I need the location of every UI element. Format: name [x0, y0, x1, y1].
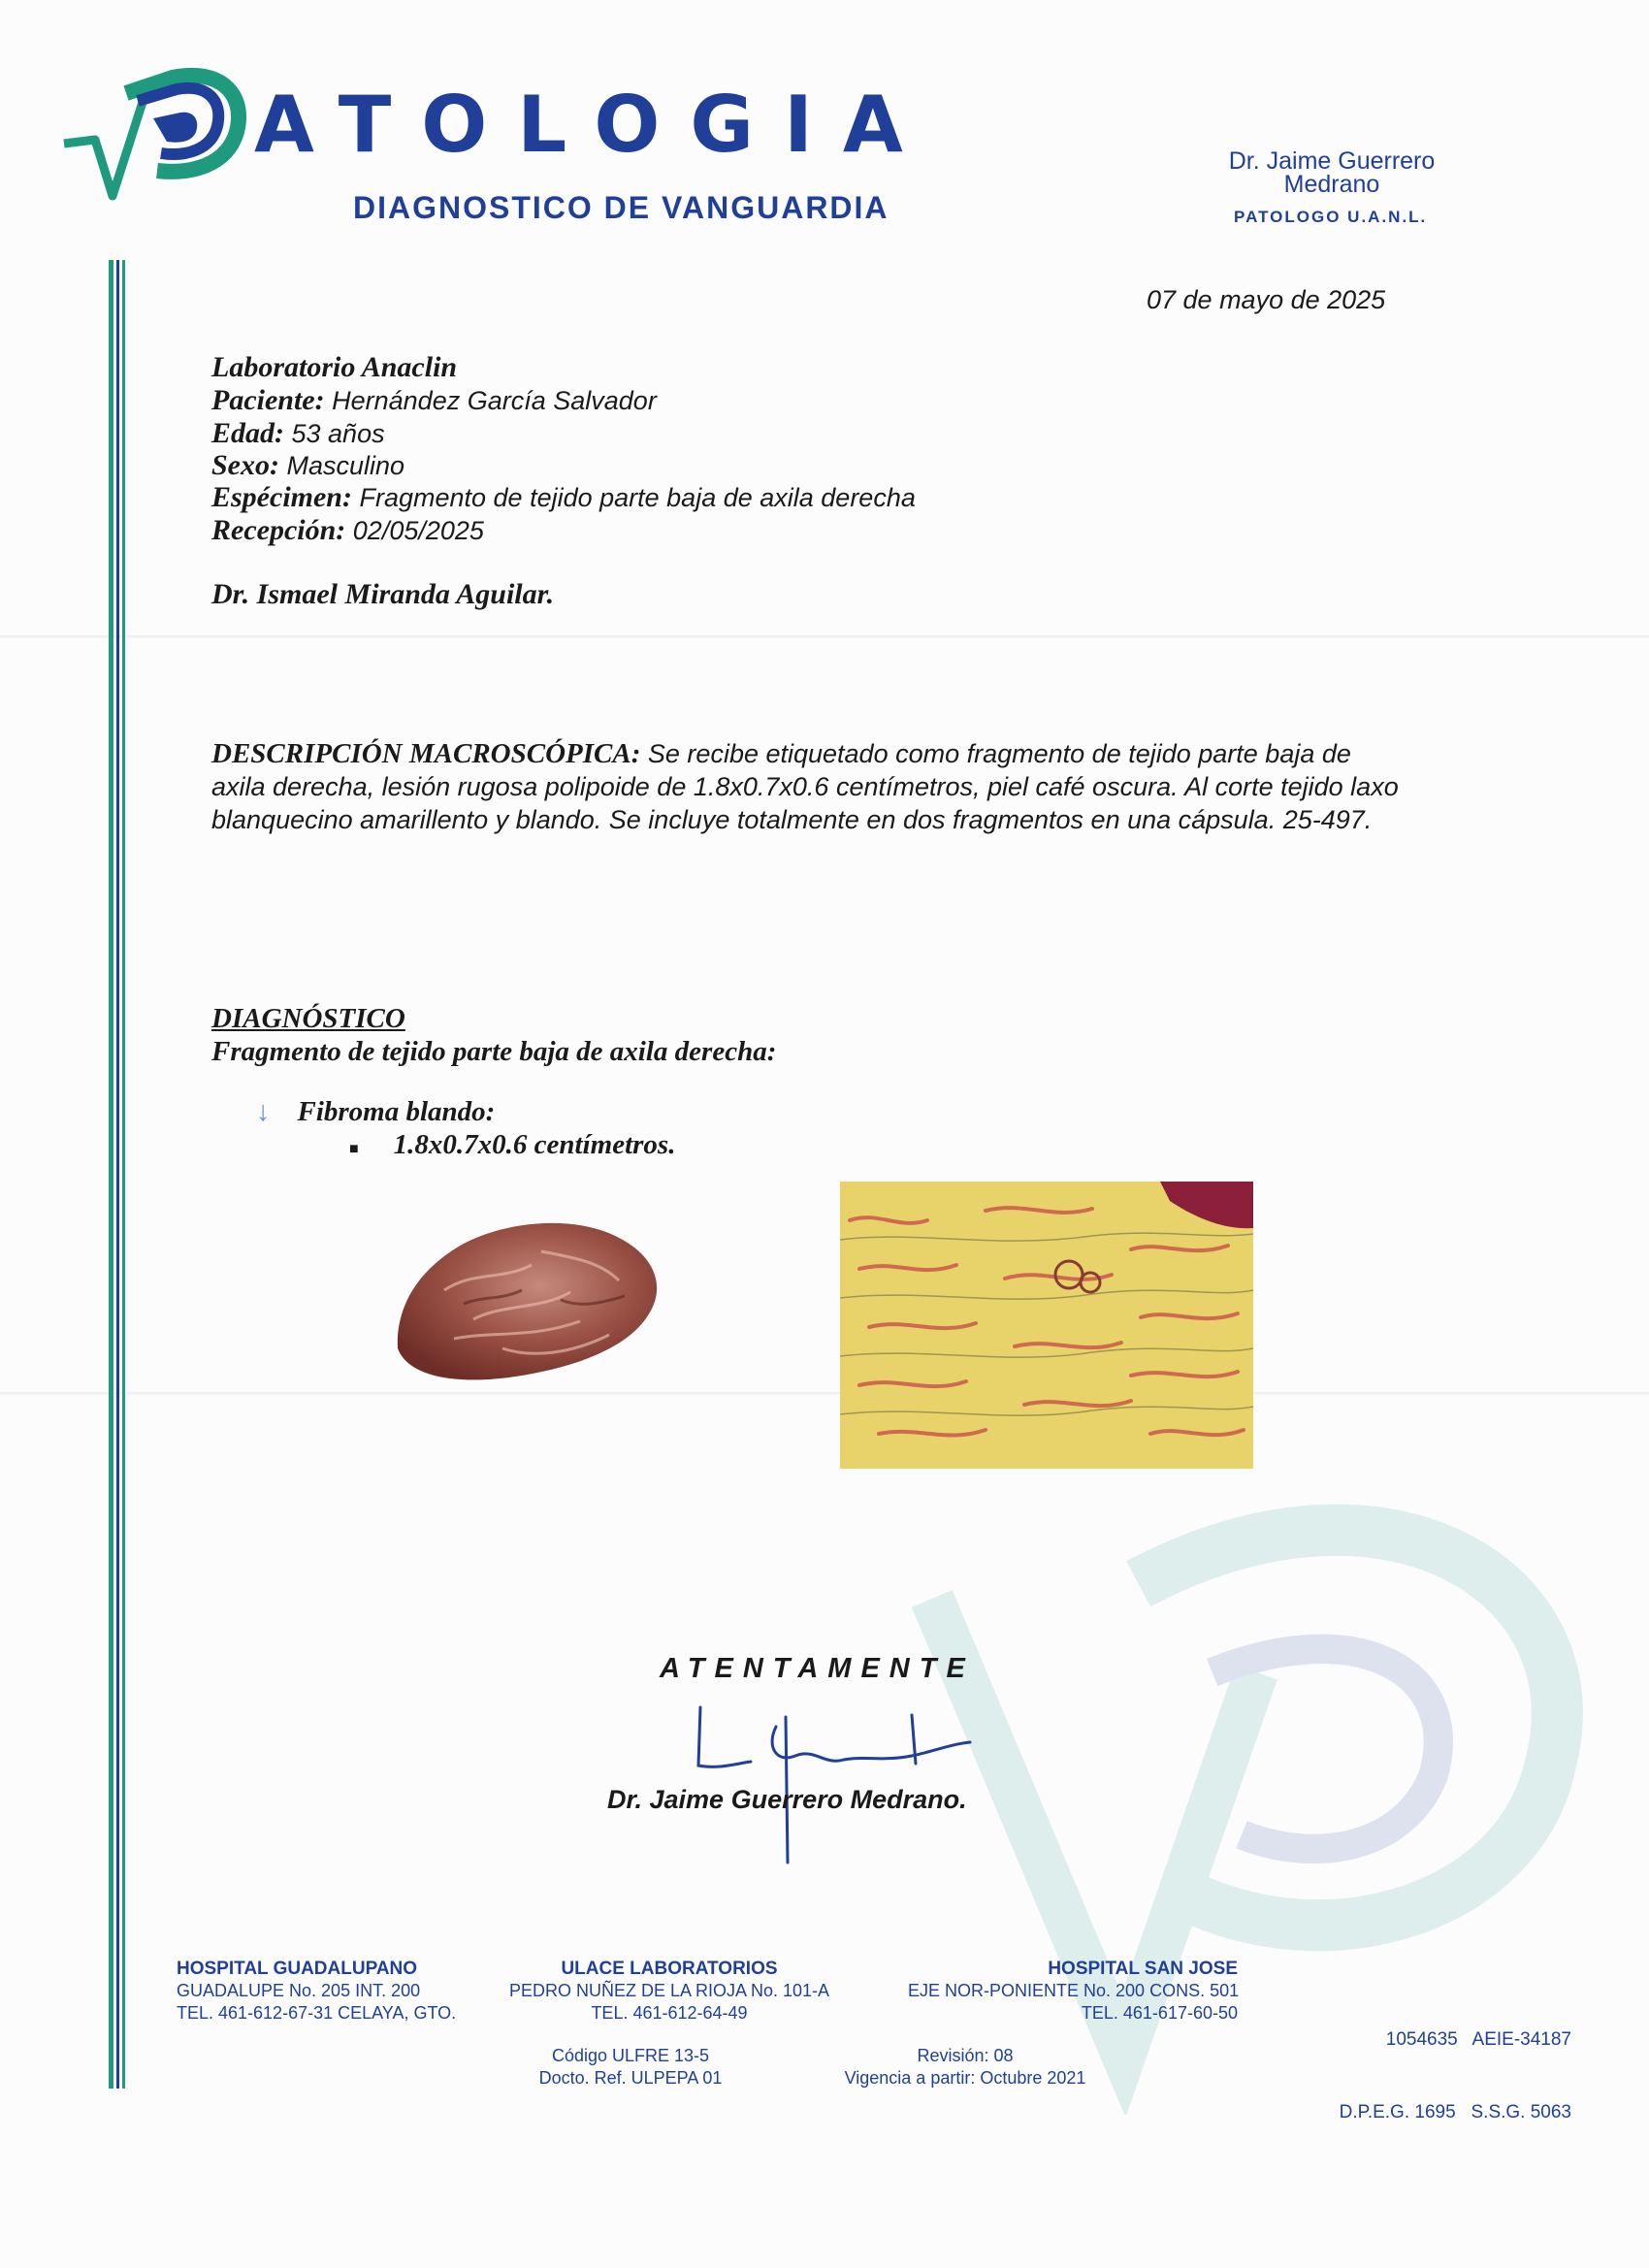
handwritten-signature: [679, 1688, 989, 1872]
closing-text: ATENTAMENTE: [660, 1653, 975, 1684]
macroscopic-description: DESCRIPCIÓN MACROSCÓPICA: Se recibe etiquetado como fragmento de tejido parte baja de axila derecha, lesión rugosa polipoide de 1.8x0.7x0.6 centímetros, piel café oscura. Al corte tejido laxo blanquecino amarillento y blando. Se incluye totalmente en dos fragmentos en una cápsula. 25-497.: [211, 738, 1399, 834]
square-bullet-icon: ■: [349, 1141, 359, 1157]
left-rule-green: [109, 260, 113, 2089]
footer-document-code: Código ULFRE 13-5 Docto. Ref. ULPEPA 01: [538, 2046, 723, 2088]
signer-name: Dr. Jaime Guerrero Medrano.: [607, 1785, 967, 1814]
diagnosis-size: ■ 1.8x0.7x0.6 centímetros.: [349, 1129, 676, 1160]
brand-name: ATOLOGIA: [254, 80, 933, 170]
patologia-logo-icon: [56, 50, 250, 235]
doctor-name: Dr. Jaime Guerrero Medrano: [1228, 147, 1436, 198]
histology-photo: [840, 1182, 1253, 1469]
left-rule-blue: [116, 260, 119, 2089]
footer-revision: Revisión: 08 Vigencia a partir: Octubre 2021: [844, 2046, 1086, 2088]
patient-row: Paciente: Hernández García Salvador: [211, 384, 657, 416]
diagnosis-item: ↓ Fibroma blando:: [256, 1096, 496, 1127]
specimen-row: Espécimen: Fragmento de tejido parte baja de axila derecha: [211, 481, 916, 513]
lab-name: Laboratorio Anaclin: [211, 351, 458, 383]
age-row: Edad: 53 años: [211, 417, 385, 449]
paper-fold: [0, 635, 1649, 638]
doctor-title: PATOLOGO U.A.N.L.: [1234, 208, 1428, 226]
referring-doctor: Dr. Ismael Miranda Aguilar.: [211, 578, 555, 610]
diagnosis-title: DIAGNÓSTICO: [211, 1003, 405, 1034]
left-rule-green-2: [122, 260, 125, 2089]
report-date: 07 de mayo de 2025: [1147, 285, 1386, 314]
footer-hospital-guadalupano: HOSPITAL GUADALUPANO GUADALUPE No. 205 INT. 200 TEL. 461-612-67-31 CELAYA, GTO.: [177, 1959, 457, 2023]
diagnosis-subtitle: Fragmento de tejido parte baja de axila derecha:: [211, 1036, 777, 1067]
specimen-gross-photo: [386, 1203, 755, 1397]
sex-row: Sexo: Masculino: [211, 449, 405, 481]
footer-hospital-san-jose: HOSPITAL SAN JOSE EJE NOR-PONIENTE No. 200 CONS. 501 TEL. 461-617-60-50: [908, 1959, 1240, 2023]
footer-ulace-laboratorios: ULACE LABORATORIOS PEDRO NUÑEZ DE LA RIOJA No. 101-A TEL. 461-612-64-49: [508, 1959, 830, 2023]
footer-registration-ids: 1054635 AEIE-34187 D.P.E.G. 1695 S.S.G. 5063: [1339, 2029, 1571, 2122]
brand-tagline: DIAGNOSTICO DE VANGUARDIA: [353, 190, 889, 225]
arrow-bullet-icon: ↓: [256, 1096, 271, 1127]
reception-row: Recepción: 02/05/2025: [211, 514, 484, 546]
